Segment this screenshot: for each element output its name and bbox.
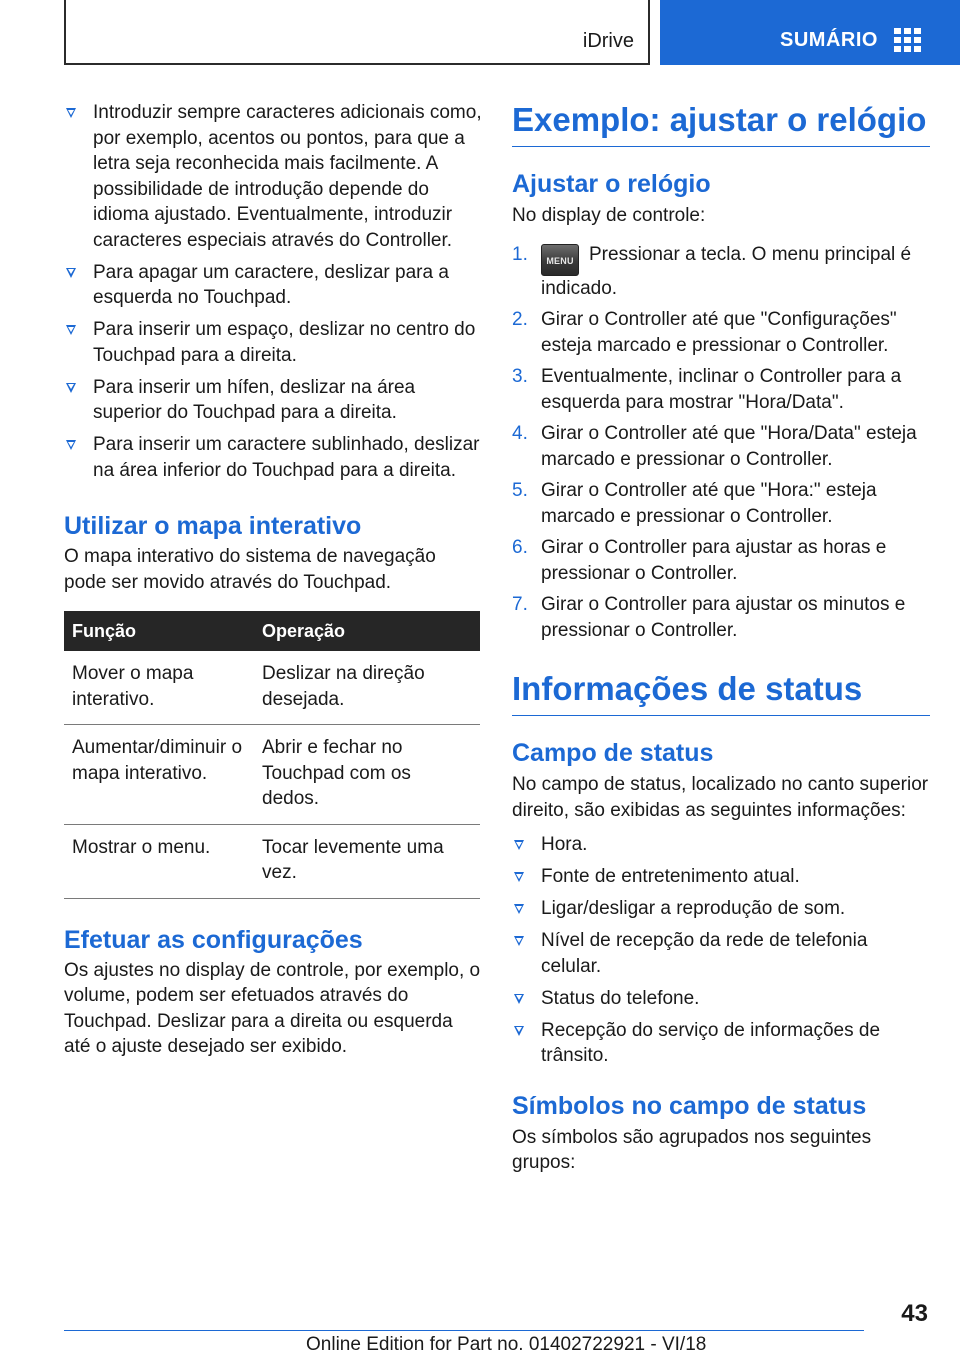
edition-text: Online Edition for Part no. 01402722921 - VI/18 [306, 1334, 707, 1355]
table-header-operation: Operação [254, 611, 480, 651]
list-item: Para apagar um caractere, deslizar para a esquerda no Touchpad. [64, 260, 482, 311]
input-tips-list [64, 100, 482, 483]
status-field-heading: Campo de status [512, 739, 714, 767]
summary-button[interactable] [660, 0, 960, 65]
table-cell: Deslizar na direção desejada. [254, 651, 480, 725]
status-title: Informações de status [512, 669, 930, 716]
triangle-bullet-icon [514, 1026, 524, 1036]
page-number: 43 [901, 1300, 928, 1327]
step-number: 3. [512, 366, 528, 387]
settings-heading: Efetuar as configurações [64, 925, 363, 954]
list-item: Para inserir um espaço, deslizar no centro do Touchpad para a direita. [64, 317, 482, 368]
clock-heading: Ajustar o relógio [512, 170, 711, 198]
table-row [64, 725, 480, 825]
list-item: Ligar/desligar a reprodução de som. [512, 896, 930, 922]
operation-table [64, 611, 480, 899]
table-cell: Mover o mapa interativo. [64, 651, 254, 725]
step-number: 7. [512, 594, 528, 615]
page-header [0, 0, 960, 66]
footer-edition [306, 1334, 706, 1356]
list-item: 4. Girar o Controller até que "Hora/Data" esteja marcado e pressionar o Controller. [512, 423, 917, 470]
table-cell: Abrir e fechar no Touchpad com os dedos. [254, 725, 480, 825]
list-item: 6. Girar o Controller para ajustar as horas e pressionar o Controller. [512, 537, 887, 584]
summary-label: SUMÁRIO [780, 29, 878, 51]
clock-steps-list [512, 242, 930, 644]
list-item: Hora. [512, 832, 930, 858]
list-item: 2. Girar o Controller até que "Configurações" esteja marcado e pressionar o Controller. [512, 309, 897, 356]
list-item: Fonte de entretenimento atual. [512, 864, 930, 890]
example-title: Exemplo: ajustar o relógio [512, 100, 930, 147]
list-item: Recepção do serviço de informações de trânsito. [512, 1018, 930, 1069]
list-item: Para inserir um hífen, deslizar na área superior do Touchpad para a direita. [64, 375, 482, 426]
list-item: 5. Girar o Controller até que "Hora:" esteja marcado e pressionar o Controller. [512, 480, 877, 527]
triangle-bullet-icon [514, 936, 524, 946]
map-heading: Utilizar o mapa interativo [64, 512, 362, 540]
triangle-bullet-icon [66, 108, 76, 118]
step-number: 6. [512, 537, 528, 558]
triangle-bullet-icon [514, 872, 524, 882]
map-text: O mapa interativo do sistema de navegação pode ser movido através do Touchpad. [64, 546, 436, 593]
left-column [64, 100, 482, 1060]
list-item: 7. Girar o Controller para ajustar os minutos e pressionar o Controller. [512, 594, 906, 641]
triangle-bullet-icon [514, 904, 524, 914]
triangle-bullet-icon [514, 994, 524, 1004]
step-number: 1. [512, 243, 528, 265]
right-column [512, 100, 930, 1176]
symbols-heading: Símbolos no campo de status [512, 1091, 867, 1120]
triangle-bullet-icon [66, 440, 76, 450]
triangle-bullet-icon [66, 383, 76, 393]
triangle-bullet-icon [66, 325, 76, 335]
step-number: 2. [512, 309, 528, 330]
list-item: Nível de recepção da rede de telefonia celular. [512, 928, 930, 979]
grid-icon [894, 28, 922, 52]
list-item: 1. MENU Pressionar a tecla. O menu principal é indicado. [512, 243, 912, 299]
table-cell: Aumentar/diminuir o mapa interativo. [64, 725, 254, 825]
triangle-bullet-icon [514, 840, 524, 850]
triangle-bullet-icon [66, 268, 76, 278]
table-cell: Tocar levemente uma vez. [254, 824, 480, 898]
table-row [64, 824, 480, 898]
status-info-list [512, 832, 930, 1069]
menu-key-icon: MENU [541, 244, 579, 276]
list-item: 3. Eventualmente, inclinar o Controller para a esquerda para mostrar "Hora/Data". [512, 366, 902, 413]
clock-intro: No display de controle: [512, 205, 706, 226]
settings-text: Os ajustes no display de controle, por exemplo, o volume, podem ser efetuados através do Touchpad. Deslizar para a direita ou esquerda até o ajuste desejado ser exibido. [64, 959, 481, 1057]
footer-divider [64, 1330, 864, 1331]
status-field-text: No campo de status, localizado no canto superior direito, são exibidas as seguintes informações: [512, 774, 929, 821]
chapter-title: iDrive [582, 30, 634, 52]
symbols-text: Os símbolos são agrupados nos seguintes grupos: [512, 1126, 872, 1173]
table-header-function: Função [64, 611, 254, 651]
table-row [64, 651, 480, 725]
step-number: 5. [512, 480, 528, 501]
list-item: Introduzir sempre caracteres adicionais como, por exemplo, acentos ou pontos, para que a letra seja reconhecida mais facilmente. A possibilidade de introdução depende do idioma ajustado. Eventualmente, introduzir caracteres especiais através do Controller. [64, 100, 482, 253]
list-item: Status do telefone. [512, 986, 930, 1012]
chapter-box [64, 0, 650, 65]
table-header-row [64, 611, 480, 651]
table-cell: Mostrar o menu. [64, 824, 254, 898]
list-item: Para inserir um caractere sublinhado, deslizar na área inferior do Touchpad para a direita. [64, 432, 482, 483]
step-number: 4. [512, 423, 528, 444]
